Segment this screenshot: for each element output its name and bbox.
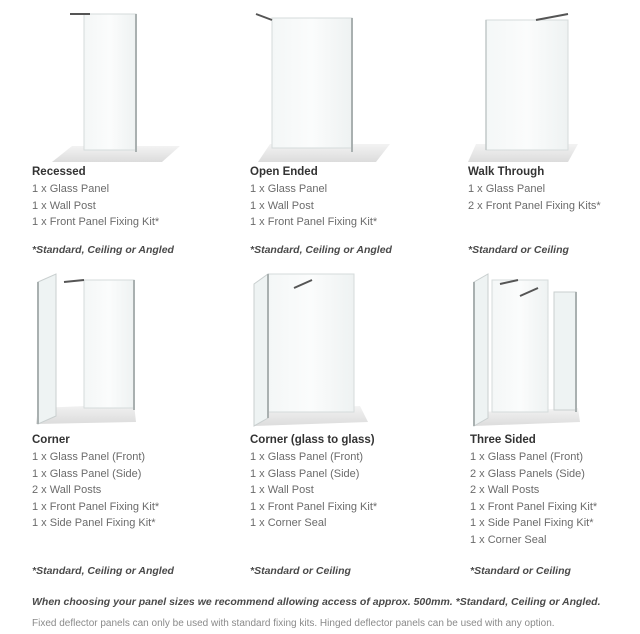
product-note: *Standard or Ceiling <box>470 565 571 577</box>
product-item: 1 x Glass Panel (Front) <box>470 451 584 463</box>
product-item: 1 x Side Panel Fixing Kit* <box>32 517 156 529</box>
product-note: *Standard, Ceiling or Angled <box>32 244 174 256</box>
three-sided-shower-illustration <box>470 272 620 434</box>
product-item: 2 x Front Panel Fixing Kits* <box>468 199 601 212</box>
product-three-sided <box>470 272 640 548</box>
product-corner <box>32 272 232 532</box>
product-item: 2 x Glass Panels (Side) <box>470 467 585 480</box>
product-title: Walk Through <box>468 166 545 178</box>
product-note: *Standard, Ceiling or Angled <box>250 244 392 256</box>
product-item: 1 x Glass Panel <box>250 183 328 195</box>
product-title: Recessed <box>32 166 86 178</box>
product-corner-glass-to-glass <box>250 272 450 532</box>
product-item: 2 x Wall Posts <box>32 484 102 496</box>
product-item: 1 x Front Panel Fixing Kit* <box>32 216 160 228</box>
product-item: 1 x Glass Panel <box>32 183 110 195</box>
product-note: *Standard, Ceiling or Angled <box>32 565 174 577</box>
open-ended-shower-illustration <box>250 6 400 166</box>
product-item: 1 x Front Panel Fixing Kit* <box>250 216 378 228</box>
walk-through-shower-illustration <box>468 6 618 166</box>
corner-shower-illustration <box>32 272 182 434</box>
product-item: 1 x Corner Seal <box>470 533 547 546</box>
corner-glass-to-glass-shower-illustration <box>250 272 400 434</box>
product-item: 1 x Glass Panel (Side) <box>250 467 360 480</box>
deflector-panel-note: Fixed deflector panels can only be used with standard fixing kits. Hinged deflector panels can be used with any option. <box>32 618 555 629</box>
product-title: Corner (glass to glass) <box>250 434 375 446</box>
product-note: *Standard or Ceiling <box>250 565 351 577</box>
product-item: 1 x Front Panel Fixing Kit* <box>470 500 598 513</box>
product-recessed <box>32 6 232 231</box>
recessed-shower-illustration <box>32 6 182 166</box>
product-item: 1 x Corner Seal <box>250 517 327 529</box>
product-note: *Standard or Ceiling <box>468 244 569 256</box>
product-title: Open Ended <box>250 166 318 178</box>
product-walk-through <box>468 6 640 214</box>
product-item: 1 x Glass Panel (Front) <box>250 451 364 463</box>
product-title: Three Sided <box>470 434 536 446</box>
product-item: 1 x Side Panel Fixing Kit* <box>470 517 594 529</box>
product-item: 1 x Front Panel Fixing Kit* <box>32 500 160 513</box>
product-item: 1 x Wall Post <box>32 199 96 212</box>
product-open-ended <box>250 6 450 231</box>
product-item: 1 x Wall Post <box>250 484 314 496</box>
product-item: 1 x Glass Panel <box>468 183 546 195</box>
product-item: 2 x Wall Posts <box>470 484 540 496</box>
product-item: 1 x Front Panel Fixing Kit* <box>250 500 378 513</box>
product-item: 1 x Wall Post <box>250 199 314 212</box>
product-item: 1 x Glass Panel (Front) <box>32 451 146 463</box>
product-item: 1 x Glass Panel (Side) <box>32 467 142 480</box>
product-title: Corner <box>32 434 70 446</box>
panel-size-recommendation: When choosing your panel sizes we recommend allowing access of approx. 500mm. *Standard, Ceiling or Angled. <box>32 596 601 608</box>
